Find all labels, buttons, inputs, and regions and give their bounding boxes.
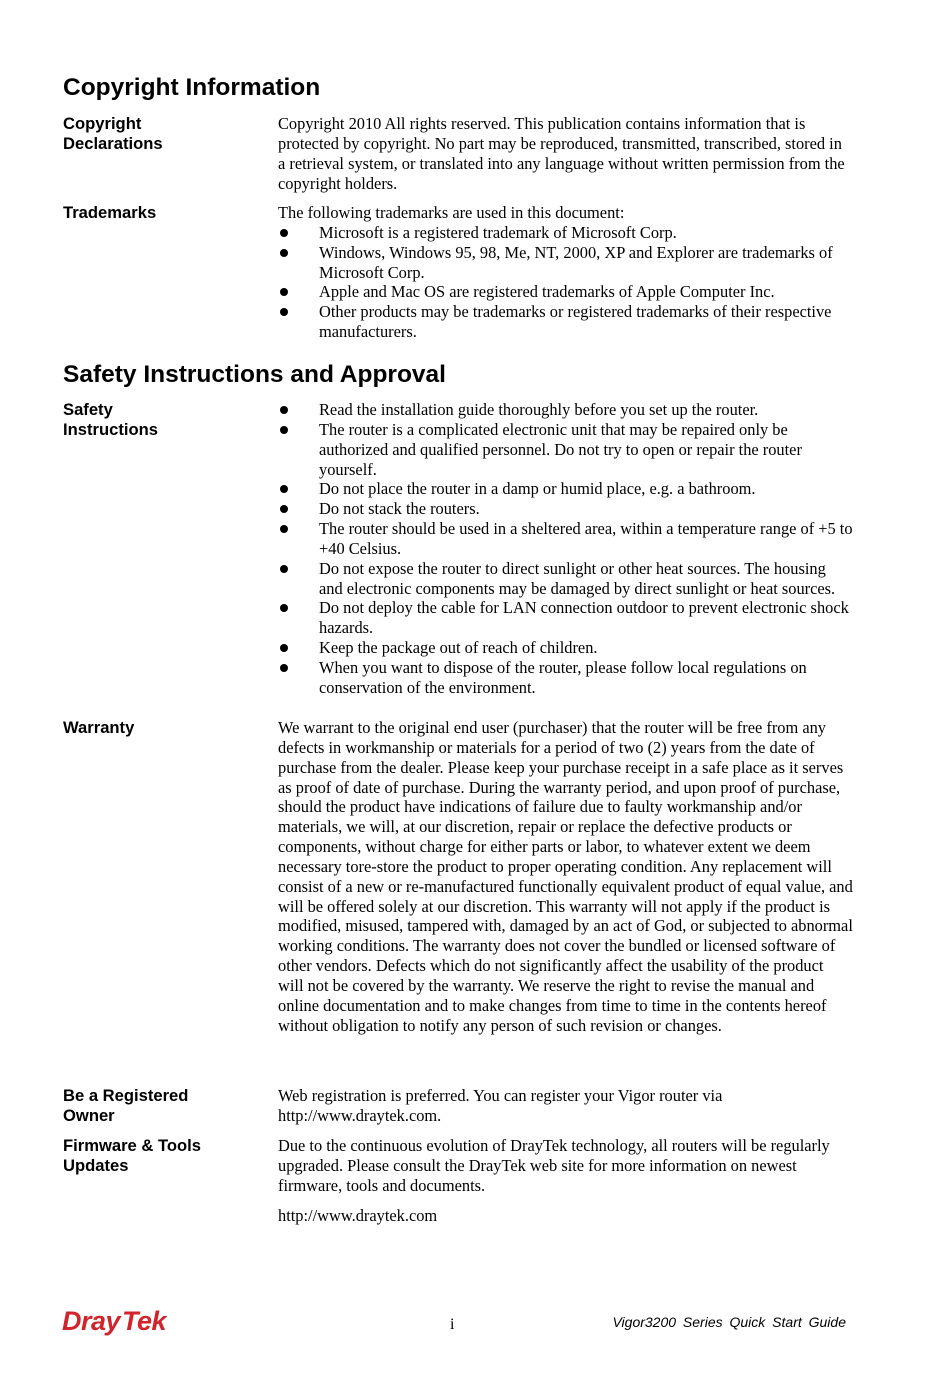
registered-owner-section	[278, 1086, 853, 1126]
label-line: Updates	[63, 1156, 129, 1175]
copyright-declarations-text	[278, 114, 853, 193]
list-item: Do not deploy the cable for LAN connection outdoor to prevent electronic shock hazards.	[278, 598, 853, 638]
list-item: Do not stack the routers.	[278, 499, 853, 519]
label-line: Safety	[63, 400, 113, 419]
safety-instructions-list	[278, 400, 853, 698]
safety-instructions-label	[63, 400, 263, 440]
label-line: Instructions	[63, 420, 158, 439]
safety-instructions-section	[278, 400, 853, 698]
warranty-text: We warrant to the original end user (purchaser) that the router will be free from any defects in workmanship or materials for a period of two (2) years from the date of purchase from the dealer. Please keep your purchase receipt in a safe place as it serves as proof of date of purchase. During the warranty period, and upon proof of purchase, should the product have indications of failure due to faulty workmanship and/or materials, we will, at our discretion, repair or replace the defective products or components, without charge for either parts or labor, to whatever extent we deem necessary tore-store the product to proper operating condition. Any replacement will consist of a new or re-manufactured functionally equivalent product of equal value, and will be offered solely at our discretion. This warranty will not apply if the product is modified, misused, tampered with, damaged by an act of God, or subjected to abnormal working conditions. The warranty does not cover the bundled or licensed software of other vendors. Defects which do not significantly affect the usability of the product will not be covered by the warranty. We reserve the right to revise the manual and online documentation and to make changes from time to time in the contents hereof without obligation to notify any person of such revision or changes.	[278, 718, 853, 1035]
list-item: When you want to dispose of the router, please follow local regulations on conservation of the environment.	[278, 658, 853, 698]
paragraph: Copyright 2010 All rights reserved. This publication contains information that is protected by copyright. No part may be reproduced, transmitted, transcribed, stored in a retrieval system, or translated into any language without written permission from the copyright holders.	[278, 114, 845, 193]
logo-text: Tek	[122, 1306, 167, 1336]
trademarks-list	[278, 223, 853, 342]
page-number: i	[450, 1316, 455, 1333]
list-item: Windows, Windows 95, 98, Me, NT, 2000, XP and Explorer are trademarks of Microsoft Corp.	[278, 243, 853, 283]
list-item: Apple and Mac OS are registered trademarks of Apple Computer Inc.	[278, 282, 853, 302]
label-line: Copyright	[63, 114, 142, 133]
label-line: Owner	[63, 1106, 115, 1125]
list-item: Keep the package out of reach of children.	[278, 638, 853, 658]
list-item: The router should be used in a sheltered area, within a temperature range of +5 to +40 Celsius.	[278, 519, 853, 559]
trademarks-label: Trademarks	[63, 203, 157, 222]
guide-title: Vigor3200 Series Quick Start Guide	[612, 1314, 846, 1330]
list-item: Do not place the router in a damp or humid place, e.g. a bathroom.	[278, 479, 853, 499]
logo-text: Dray	[62, 1306, 121, 1336]
copyright-heading: Copyright Information	[63, 74, 321, 101]
firmware-section	[278, 1136, 853, 1225]
list-item: Microsoft is a registered trademark of Microsoft Corp.	[278, 223, 853, 243]
list-item: The router is a complicated electronic unit that may be repaired only be authorized and qualified personnel. Do not try to open or repair the router yourself.	[278, 420, 853, 480]
trademarks-section	[278, 203, 853, 342]
firmware-text: Due to the continuous evolution of DrayTek technology, all routers will be regularly upgraded. Please consult the DrayTek web site for more information on newest firmware, tools and documents.	[278, 1136, 830, 1195]
draytek-website-link[interactable]: http://www.draytek.com	[278, 1205, 438, 1225]
label-line: Be a Registered	[63, 1086, 189, 1105]
label-line: Declarations	[63, 134, 163, 153]
list-item: Do not expose the router to direct sunlight or other heat sources. The housing and electronic components may be damaged by direct sunlight or heat sources.	[278, 559, 853, 599]
copyright-declarations-label	[63, 114, 263, 154]
safety-heading: Safety Instructions and Approval	[63, 361, 446, 388]
warranty-section	[278, 718, 853, 1036]
label-line: Firmware & Tools	[63, 1136, 201, 1155]
list-item: Other products may be trademarks or registered trademarks of their respective manufacturers.	[278, 302, 853, 342]
trademarks-intro: The following trademarks are used in this document:	[278, 203, 625, 222]
list-item: Read the installation guide thoroughly before you set up the router.	[278, 400, 853, 420]
warranty-label: Warranty	[63, 718, 135, 737]
registered-owner-label	[63, 1086, 263, 1126]
draytek-logo	[62, 1306, 166, 1337]
firmware-label	[63, 1136, 263, 1176]
registered-owner-text: Web registration is preferred. You can register your Vigor router via http://www.draytek.com.	[278, 1086, 723, 1125]
